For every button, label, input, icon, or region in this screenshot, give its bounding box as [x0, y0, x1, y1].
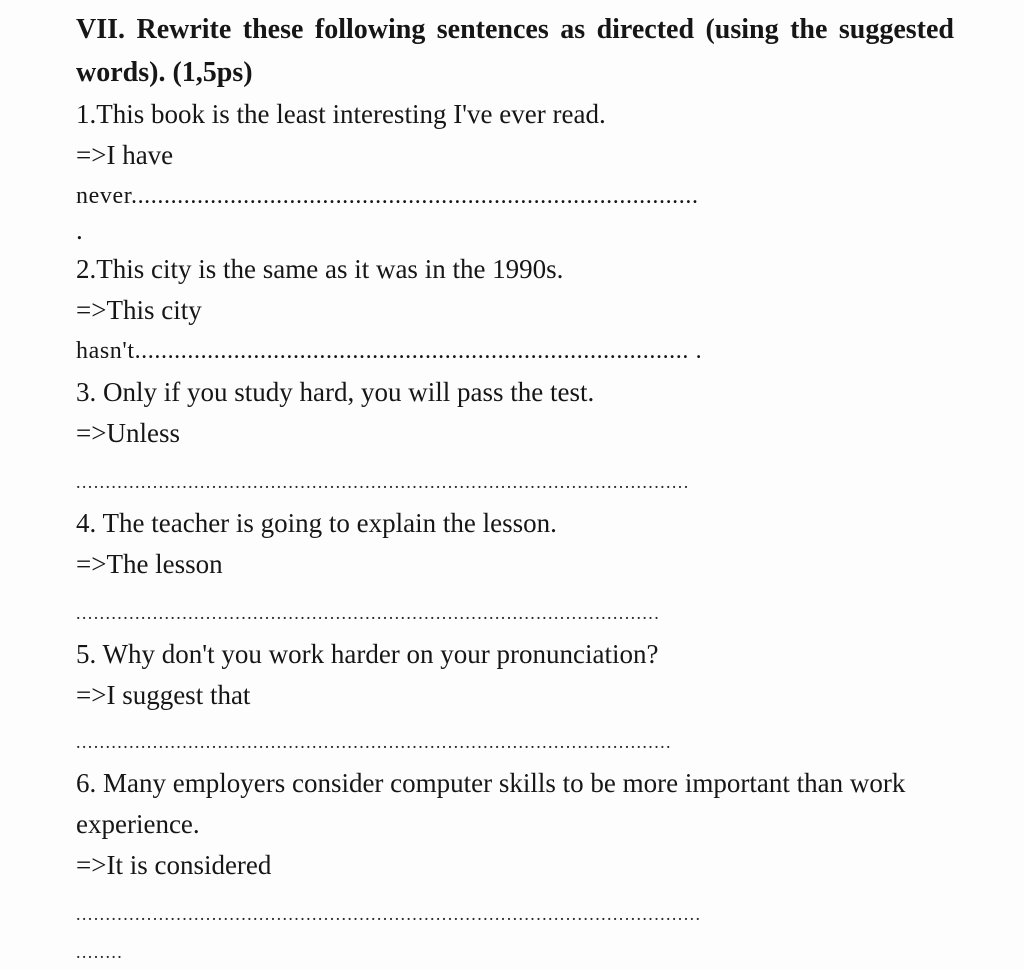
exercise-item-2 [76, 249, 954, 372]
exercise-item-4 [76, 503, 954, 634]
item-5-cue: =>I suggest that [76, 680, 251, 710]
exercise-item-3 [76, 372, 954, 503]
item-1-extra-line: . [76, 215, 83, 245]
item-1-sentence: 1.This book is the least interesting I've ever read. [76, 99, 606, 129]
item-6-answer-line: .......................................................................................................... [76, 904, 702, 924]
item-4-cue: =>The lesson [76, 549, 223, 579]
item-6-sentence: 6. Many employers consider computer skills to be more important than work experience. [76, 768, 906, 839]
item-6-cue: =>It is considered [76, 850, 272, 880]
item-4-sentence: 4. The teacher is going to explain the lesson. [76, 508, 557, 538]
item-3-sentence: 3. Only if you study hard, you will pass the test. [76, 377, 595, 407]
item-5-answer-line: ..................................................................................................... [76, 732, 672, 752]
item-2-sentence: 2.This city is the same as it was in the 1990s. [76, 254, 564, 284]
item-1-cue: =>I have [76, 140, 174, 170]
exercise-item-5 [76, 634, 954, 763]
item-6-extra-line: ........ [76, 942, 124, 962]
exercise-item-1 [76, 94, 954, 243]
item-5-sentence: 5. Why don't you work harder on your pronunciation? [76, 639, 659, 669]
item-1-answer-line: never...................................................................................... [76, 183, 699, 209]
item-3-cue: =>Unless [76, 418, 180, 448]
exercise-heading: VII. Rewrite these following sentences as directed (using the suggested words). (1,5ps) [76, 14, 954, 88]
item-4-answer-line: ................................................................................................... [76, 603, 661, 623]
item-2-cue: =>This city [76, 295, 202, 325]
item-3-answer-line: ........................................................................................................ [76, 472, 690, 492]
exercise-item-6 [76, 763, 954, 969]
item-2-answer-line: hasn't.................................................................................... . [76, 338, 703, 364]
